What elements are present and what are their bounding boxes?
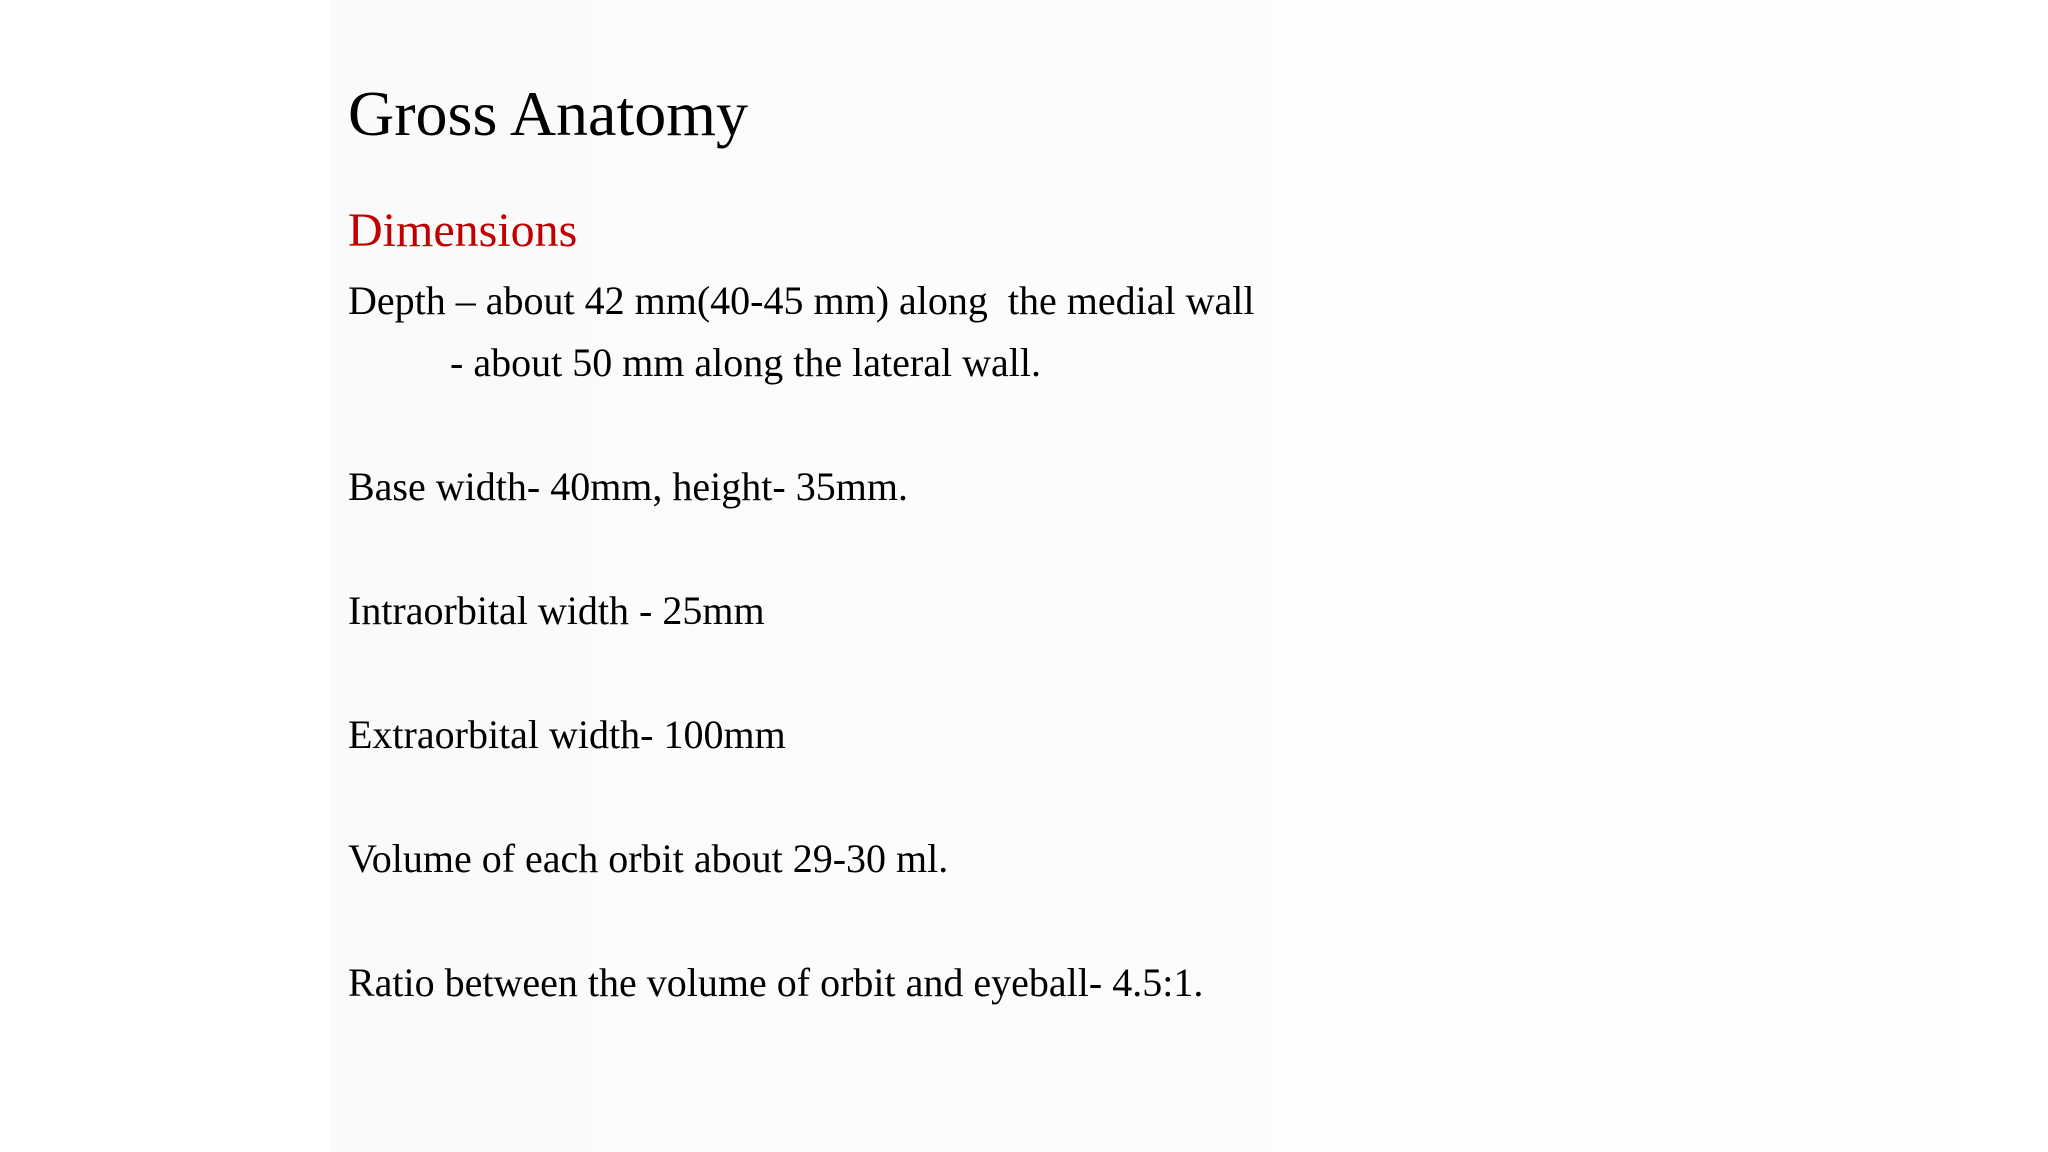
slide-title: Gross Anatomy [348, 78, 748, 149]
section-heading: Dimensions [348, 204, 578, 257]
depth-medial-line: Depth – about 42 mm(40-45 mm) along the medial wall [348, 278, 1255, 323]
volume-ratio-line: Ratio between the volume of orbit and eyeball- 4.5:1. [348, 960, 1204, 1005]
base-dimensions-line: Base width- 40mm, height- 35mm. [348, 464, 908, 509]
extraorbital-width-line: Extraorbital width- 100mm [348, 712, 786, 757]
intraorbital-width-line: Intraorbital width - 25mm [348, 588, 765, 633]
orbit-volume-line: Volume of each orbit about 29-30 ml. [348, 836, 949, 881]
depth-lateral-line: - about 50 mm along the lateral wall. [450, 340, 1041, 385]
